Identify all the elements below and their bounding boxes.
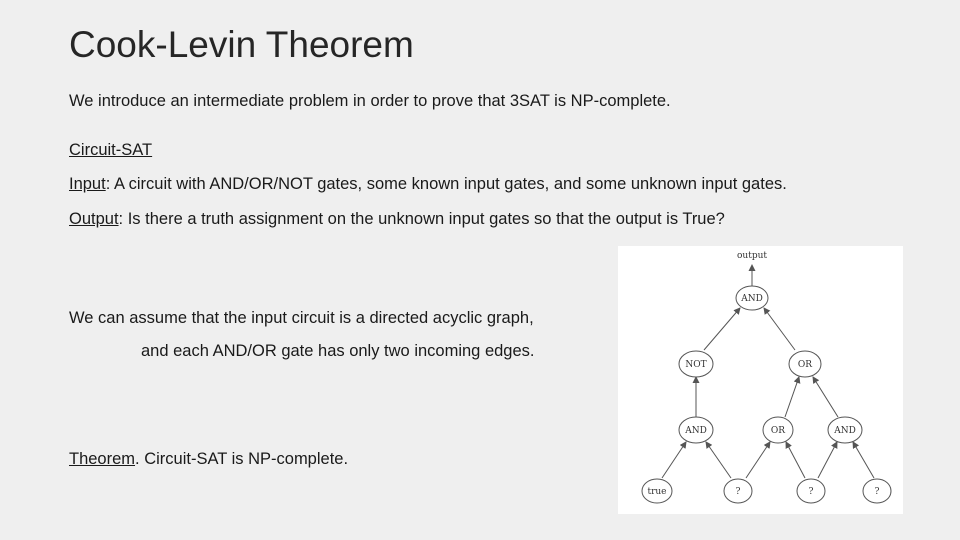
node-label: true (647, 487, 667, 497)
node-label: NOT (685, 360, 707, 370)
input-line (69, 175, 787, 194)
edge-not-to-and-top (704, 308, 740, 350)
input-label: Input (69, 175, 106, 193)
node-unknown-input-2 (797, 479, 825, 503)
node-unknown-input-3 (863, 479, 891, 503)
edge-or-low-to-or-mid (785, 377, 799, 417)
node-label: AND (741, 294, 763, 304)
node-label: OR (797, 360, 813, 370)
theorem-statement: . Circuit-SAT is NP-complete. (135, 450, 349, 468)
node-label: ? (874, 487, 880, 497)
node-or-mid (789, 351, 821, 377)
input-description: : A circuit with AND/OR/NOT gates, some known input gates, and some unknown input gates. (105, 175, 787, 193)
node-and-top (736, 286, 768, 310)
edge-true-to-and-left (662, 442, 686, 478)
edge-q1-to-and-left (706, 442, 731, 478)
output-description: : Is there a truth assignment on the unknown input gates so that the output is True? (118, 210, 725, 228)
intro-text: We introduce an intermediate problem in order to prove that 3SAT is NP-complete. (69, 92, 671, 110)
node-and-right (828, 417, 862, 443)
node-not (679, 351, 713, 377)
circuit-svg (618, 246, 903, 514)
node-true-input (642, 479, 672, 503)
output-label: Output (69, 210, 119, 228)
node-label: ? (735, 487, 741, 497)
node-label: AND (685, 426, 707, 436)
edge-q2-to-or-low (786, 442, 805, 478)
theorem-line (69, 450, 348, 469)
assumption-line-1: We can assume that the input circuit is a directed acyclic graph, (69, 309, 534, 327)
output-label: output (736, 251, 768, 261)
edge-or-mid-to-and-top (764, 308, 795, 350)
output-line (69, 210, 725, 229)
problem-name: Circuit-SAT (69, 141, 153, 159)
node-label: ? (808, 487, 814, 497)
node-label: OR (770, 426, 786, 436)
circuit-diagram (618, 246, 903, 514)
node-label: AND (834, 426, 856, 436)
node-unknown-input-1 (724, 479, 752, 503)
theorem-label: Theorem (69, 450, 136, 468)
node-and-left (679, 417, 713, 443)
slide-title: Cook-Levin Theorem (69, 24, 414, 65)
node-or-low (763, 417, 793, 443)
edge-and-right-to-or-mid (813, 377, 838, 417)
edge-q3-to-and-right (853, 442, 874, 478)
assumption-line-2: and each AND/OR gate has only two incoming edges. (141, 342, 535, 360)
edge-q2-to-and-right (818, 442, 837, 478)
edge-q1-to-or-low (746, 442, 770, 478)
